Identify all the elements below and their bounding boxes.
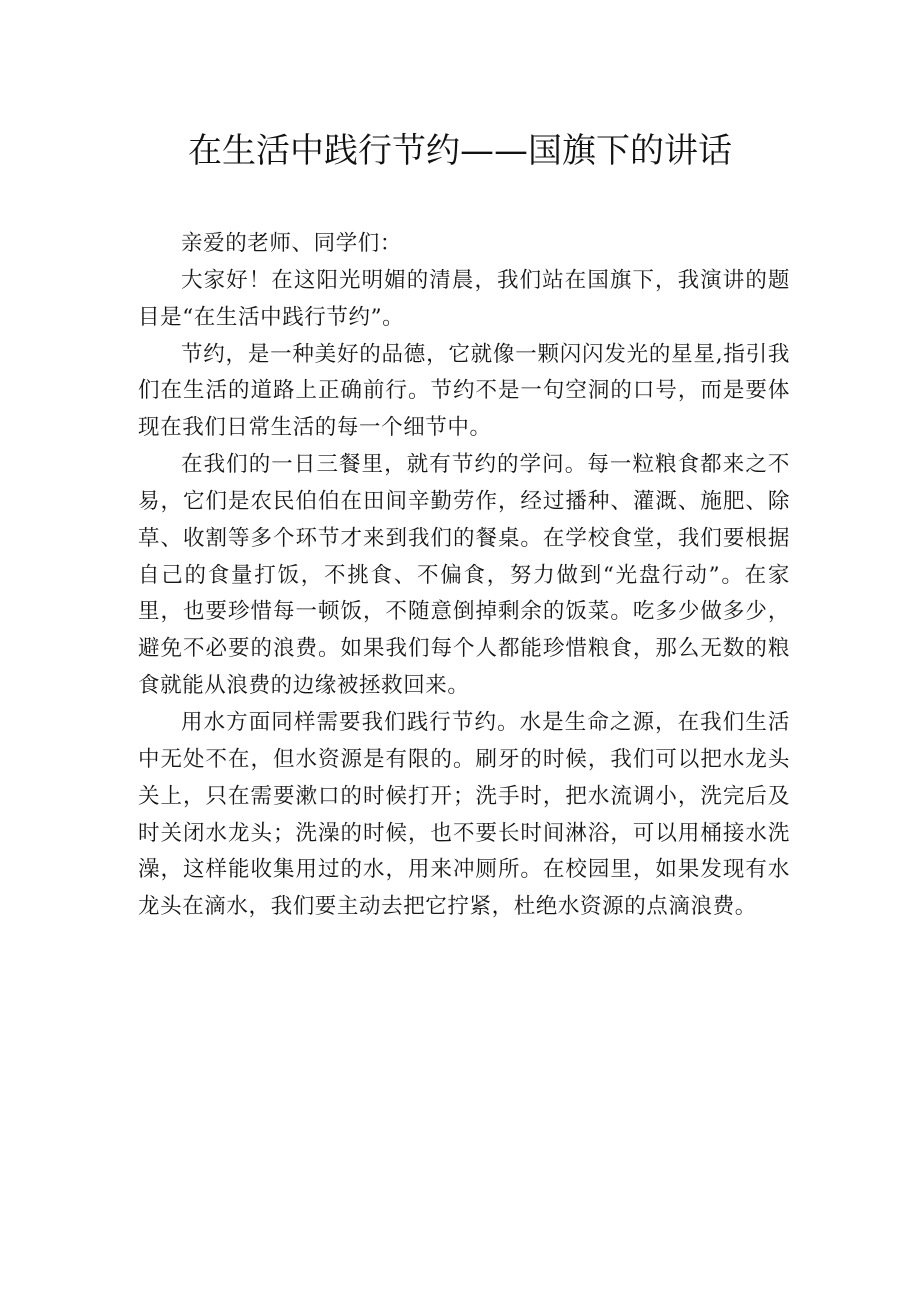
greeting-paragraph: 大家好！在这阳光明媚的清晨，我们站在国旗下，我演讲的题目是“在生活中践行节约”。 — [138, 267, 790, 330]
body-paragraph: 用水方面同样需要我们践行节约。水是生命之源，在我们生活中无处不在，但水资源是有限的。刷牙的时候，我们可以把水龙头关上，只在需要漱口的时候打开；洗手时，把水流调小，洗完后及时关闭水龙头；洗澡的时候，也不要长时间淋浴，可以用桶接水洗澡，这样能收集用过的水，用来冲厕所。在校园里，如果发现有水龙头在滴水，我们要主动去把它拧紧，杜绝水资源的点滴浪费。 — [138, 709, 790, 920]
body-paragraph: 在我们的一日三餐里，就有节约的学问。每一粒粮食都来之不易，它们是农民伯伯在田间辛勤劳作，经过播种、灌溉、施肥、除草、收割等多个环节才来到我们的餐桌。在学校食堂，我们要根据自己的食量打饭，不挑食、不偏食，努力做到“光盘行动”。在家里，也要珍惜每一顿饭，不随意倒掉剩余的饭菜。吃多少做多少，避免不必要的浪费。如果我们每个人都能珍惜粮食，那么无数的粮食就能从浪费的边缘被拯救回来。 — [138, 452, 790, 699]
page-title: 在生活中践行节约——国旗下的讲话 — [188, 131, 732, 171]
body-paragraph: 节约，是一种美好的品德，它就像一颗闪闪发光的星星,指引我们在生活的道路上正确前行。节约不是一句空洞的口号，而是要体现在我们日常生活的每一个细节中。 — [138, 341, 790, 441]
speech-body — [138, 226, 790, 926]
salutation-paragraph: 亲爱的老师、同学们： — [181, 231, 403, 256]
